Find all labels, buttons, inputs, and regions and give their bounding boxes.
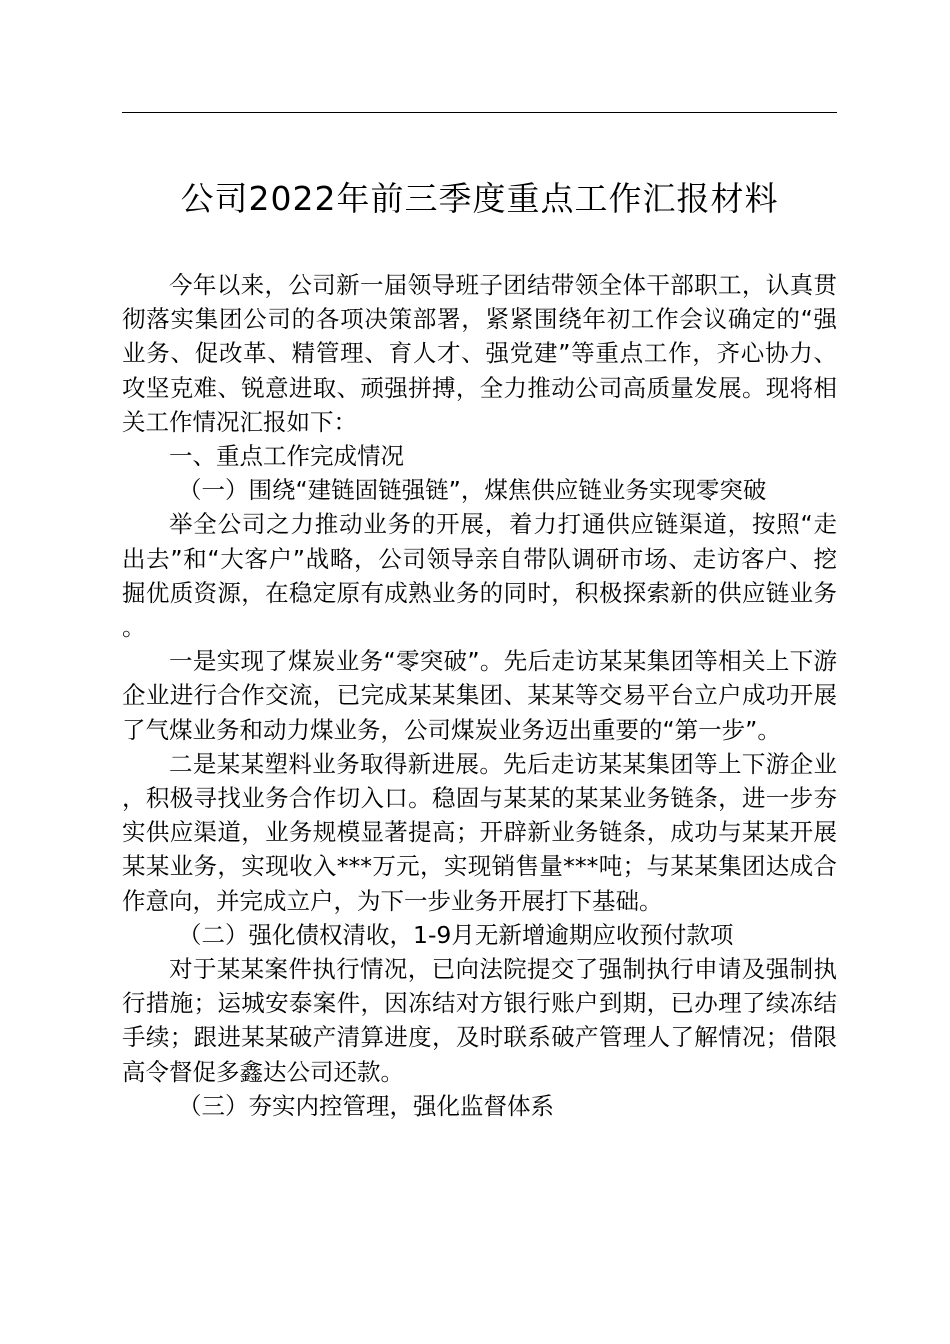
document-body bbox=[122, 268, 837, 1123]
intro-paragraph: 今年以来，公司新一届领导班子团结带领全体干部职工，认真贯彻落实集团公司的各项决策部署，紧紧围绕年初工作会议确定的“强业务、促改革、精管理、育人才、强党建”等重点工作，齐心协力、攻坚克难、锐意进取、顽强拼搏，全力推动公司高质量发展。现将相关工作情况汇报如下： bbox=[122, 271, 837, 436]
subsection-heading-2: （二）强化债权清收，1-9月无新增逾期应收预付款项 bbox=[178, 920, 734, 949]
subsection-heading-1: （一）围绕“建链固链强链”，煤焦供应链业务实现零突破 bbox=[178, 476, 767, 505]
body-paragraph: 一是实现了煤炭业务“零突破”。先后走访某某集团等相关上下游企业进行合作交流，已完成某某集团、某某等交易平台立户成功开展了气煤业务和动力煤业务，公司煤炭业务迈出重要的“第一步”。 bbox=[122, 647, 837, 744]
body-paragraph: 对于某某案件执行情况，已向法院提交了强制执行申请及强制执行措施；运城安泰案件，因冻结对方银行账户到期，已办理了续冻结手续；跟进某某破产清算进度，及时联系破产管理人了解情况；借限高令督促多鑫达公司还款。 bbox=[122, 955, 837, 1086]
document-title: 公司2022年前三季度重点工作汇报材料 bbox=[180, 179, 779, 218]
header-rule bbox=[122, 112, 837, 113]
body-paragraph: 二是某某塑料业务取得新进展。先后走访某某集团等上下游企业，积极寻找业务合作切入口。稳固与某某的某某业务链条，进一步夯实供应渠道，业务规模显著提高；开辟新业务链条，成功与某某开展某某业务，实现收入***万元，实现销售量***吨；与某某集团达成合作意向，并完成立户，为下一步业务开展打下基础。 bbox=[122, 749, 837, 915]
section-heading-1: 一、重点工作完成情况 bbox=[169, 442, 404, 471]
subsection-heading-3: （三）夯实内控管理，强化监督体系 bbox=[178, 1091, 554, 1120]
body-paragraph: 举全公司之力推动业务的开展，着力打通供应链渠道，按照“走出去”和“大客户”战略，公司领导亲自带队调研市场、走访客户、挖掘优质资源，在稳定原有成熟业务的同时，积极探索新的供应链业务。 bbox=[122, 510, 837, 642]
